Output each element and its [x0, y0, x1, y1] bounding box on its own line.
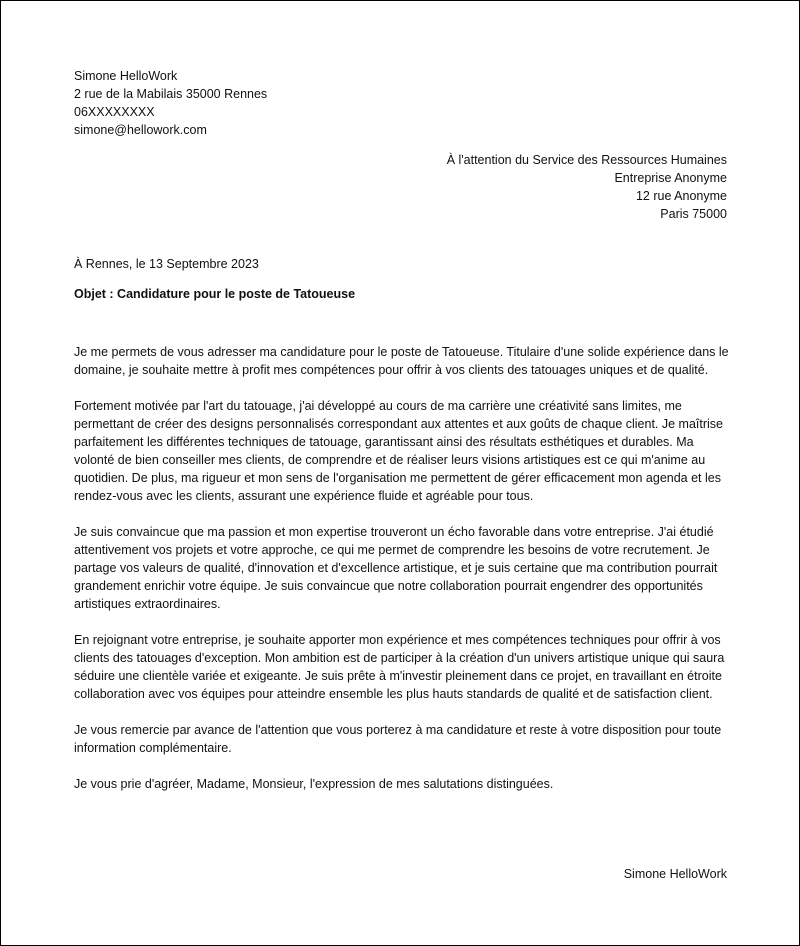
letter-body — [74, 343, 729, 811]
body-paragraph: Je suis convaincue que ma passion et mon expertise trouveront un écho favorable dans votre entreprise. J'ai étudié attentivement vos projets et votre approche, ce qui me permet de comprendre les besoins de votre recrutement. Je partage vos valeurs de qualité, d'innovation et d'excellence artistique, et je suis certaine que ma contribution pourrait grandement enrichir votre équipe. Je suis convaincue que notre collaboration pourrait engendrer des opportunités artistiques extraordinaires. — [74, 525, 718, 611]
subject-line: Objet : Candidature pour le poste de Tatoueuse — [74, 287, 356, 301]
date-line: À Rennes, le 13 Septembre 2023 — [74, 257, 259, 271]
recipient-city: Paris 75000 — [660, 207, 727, 221]
body-paragraph: En rejoignant votre entreprise, je souhaite apporter mon expérience et mes compétences techniques pour offrir à vos clients des tatouages d'exception. Mon ambition est de participer à la création d'un univers artistique unique qui saura séduire une clientèle variée et exigeante. Je suis prête à m'investir pleinement dans ce projet, en travaillant en étroite collaboration avec vos équipes pour atteindre ensemble les plus hauts standards de qualité et de satisfaction client. — [74, 633, 725, 701]
sender-email: simone@hellowork.com — [74, 123, 207, 137]
closing-paragraph: Je vous prie d'agréer, Madame, Monsieur, l'expression de mes salutations distinguées. — [74, 777, 554, 791]
sender-block — [74, 67, 267, 139]
sender-address: 2 rue de la Mabilais 35000 Rennes — [74, 87, 268, 101]
body-paragraph: Je vous remercie par avance de l'attention que vous porterez à ma candidature et reste à votre disposition pour toute information complémentaire. — [74, 723, 722, 755]
recipient-attention: À l'attention du Service des Ressources Humaines — [446, 153, 727, 167]
body-paragraph: Je me permets de vous adresser ma candidature pour le poste de Tatoueuse. Titulaire d'une solide expérience dans le domaine, je souhaite mettre à profit mes compétences pour offrir à vos clients des tatouages uniques et de qualité. — [74, 345, 729, 377]
body-paragraph: Fortement motivée par l'art du tatouage, j'ai développé au cours de ma carrière une créativité sans limites, me permettant de créer des designs personnalisés correspondant aux attentes et aux goûts de chaque client. Je maîtrise parfaitement les différentes techniques de tatouage, garantissant ainsi des résultats esthétiques et durables. Ma volonté de bien conseiller mes clients, de comprendre et de réaliser leurs visions artistiques est ce qui m'anime au quotidien. De plus, ma rigueur et mon sens de l'organisation me permettent de gérer efficacement mon agenda et les rendez-vous avec les clients, assurant une expérience fluide et agréable pour tous. — [74, 399, 723, 503]
signature: Simone HelloWork — [623, 867, 727, 881]
recipient-company: Entreprise Anonyme — [614, 171, 727, 185]
sender-phone: 06XXXXXXXX — [74, 105, 155, 119]
recipient-street: 12 rue Anonyme — [635, 189, 727, 203]
sender-name: Simone HelloWork — [74, 69, 178, 83]
recipient-block — [447, 151, 727, 223]
